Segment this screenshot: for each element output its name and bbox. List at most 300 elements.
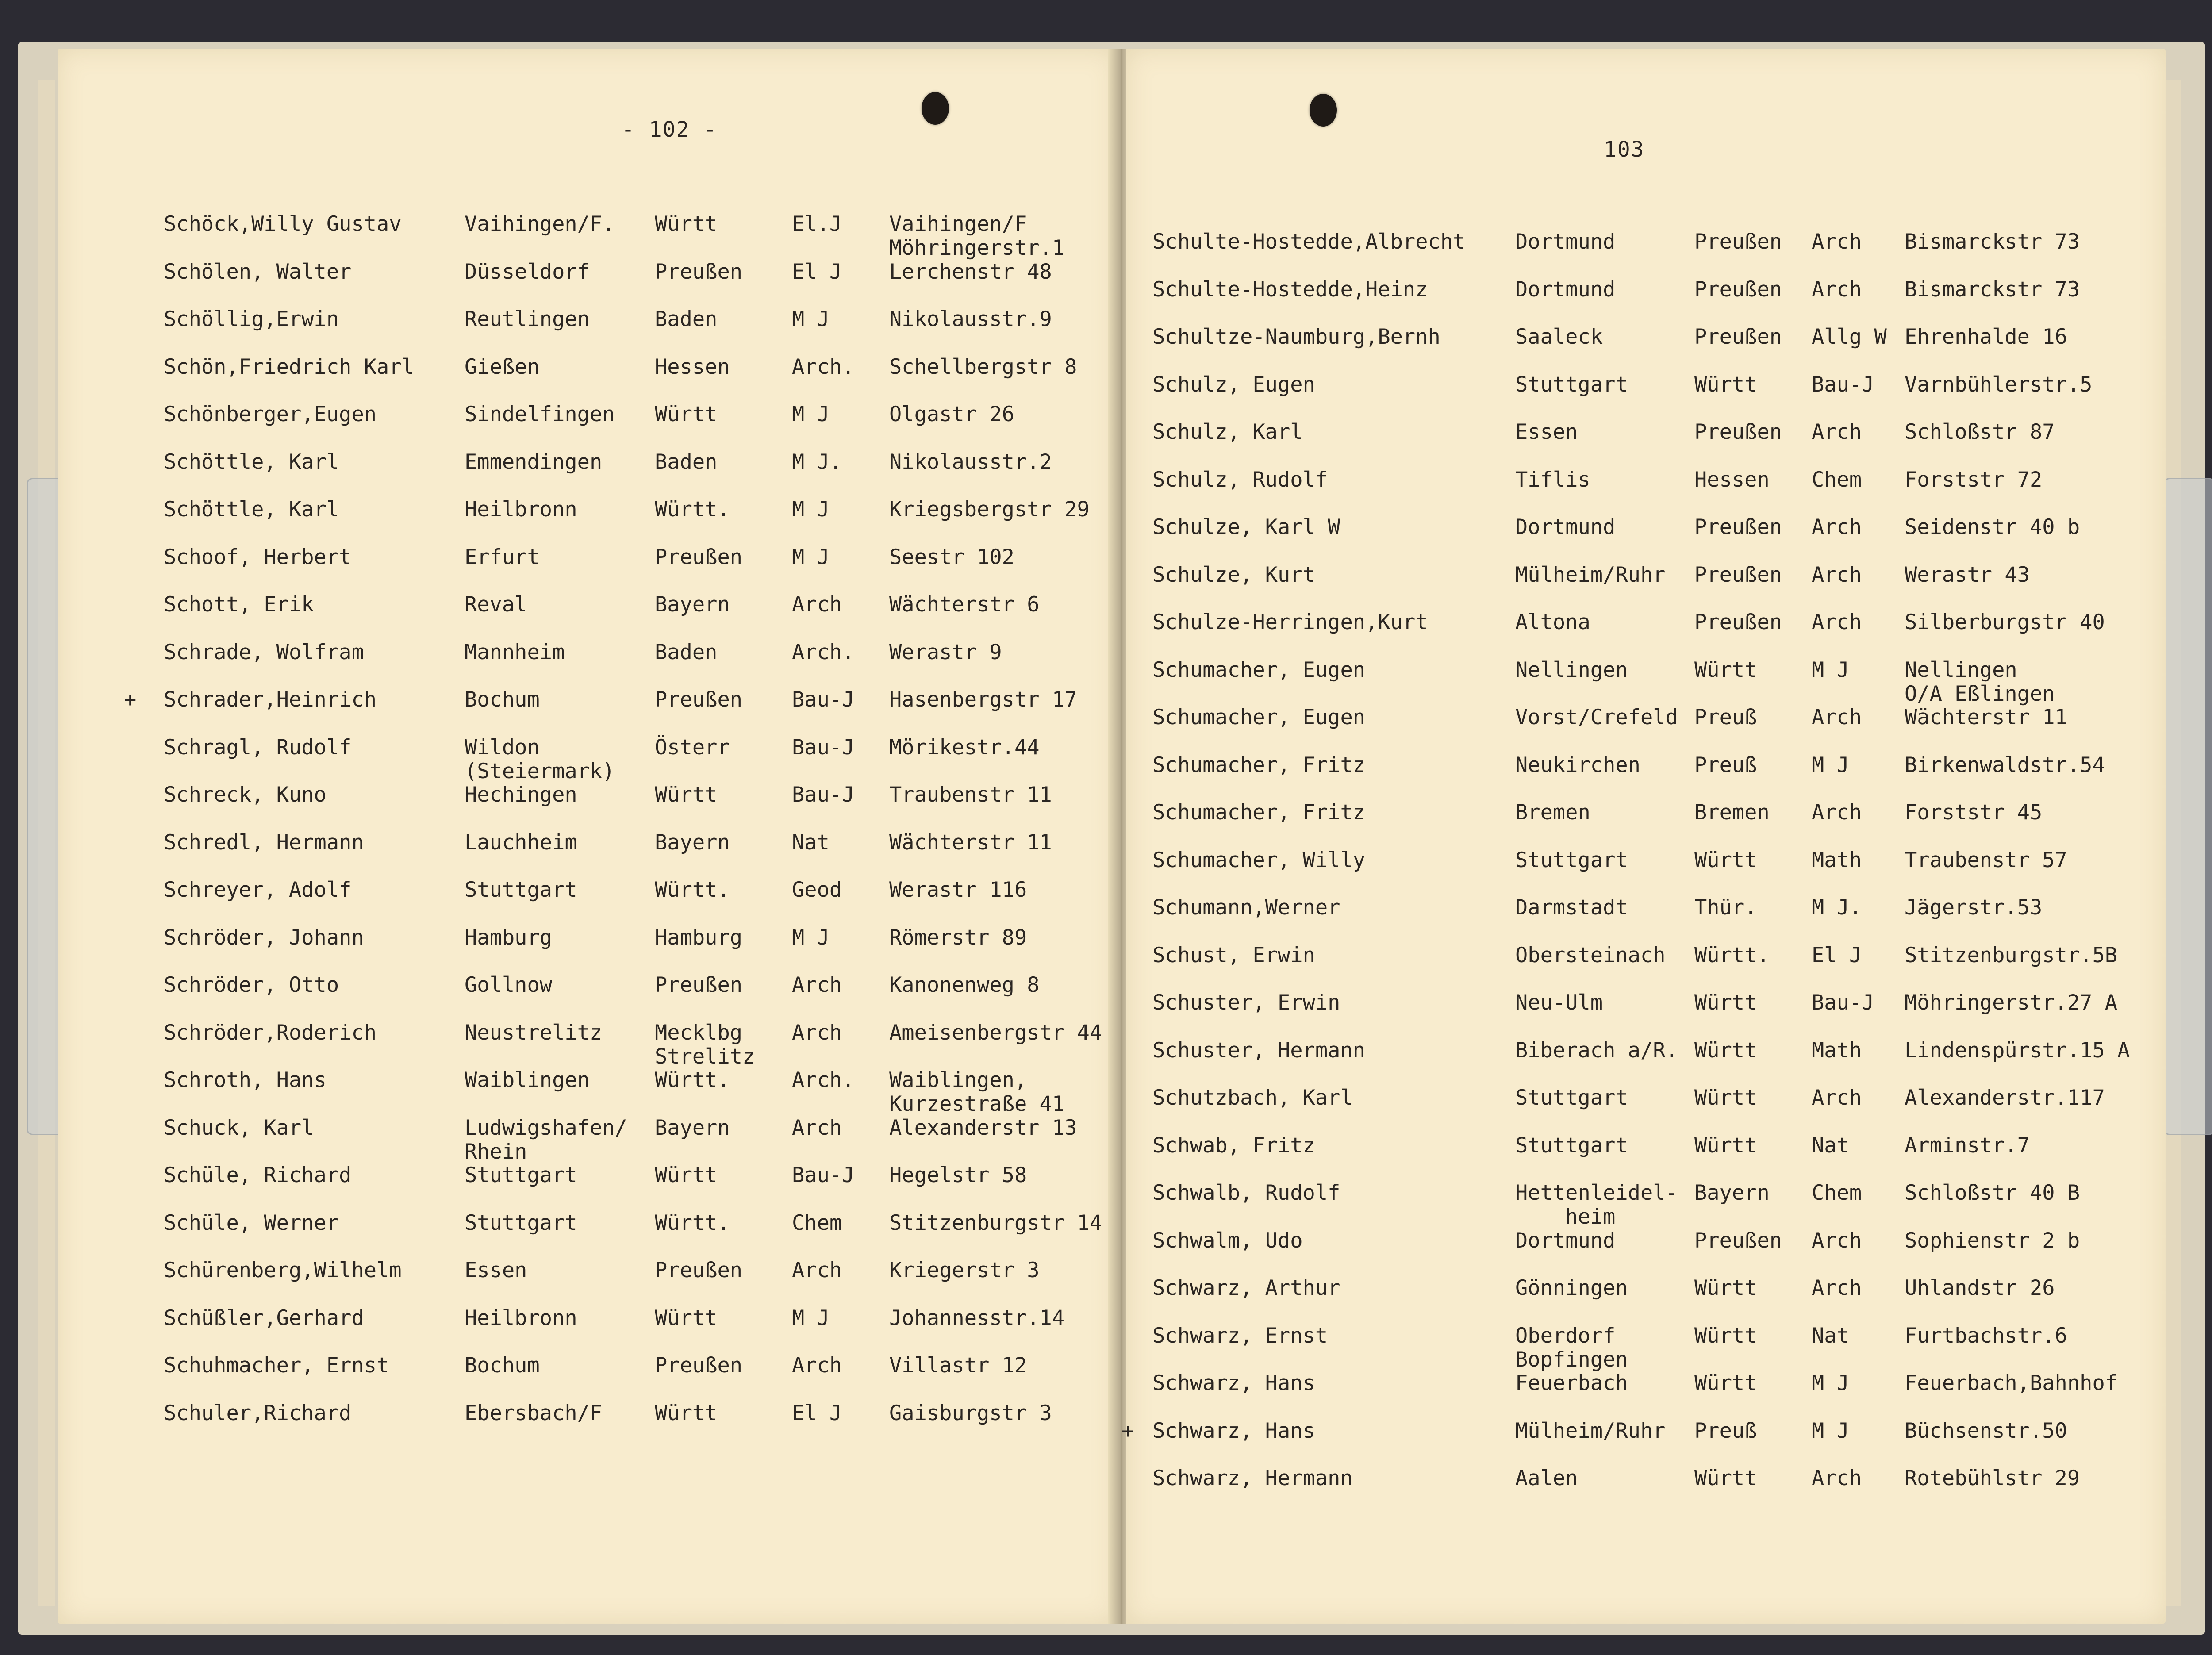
entry-field: Allg W (1812, 325, 1887, 349)
entry-name: Schredl, Hermann (164, 830, 364, 855)
entry-city: Erfurt (465, 545, 540, 569)
entry-field: Arch (1812, 230, 1862, 254)
entry-address: Werastr 43 (1905, 562, 2030, 587)
entry-address: Villastr 12 (889, 1353, 1027, 1378)
entry-field: Math (1812, 848, 1862, 872)
entry-city: Heilbronn (465, 497, 577, 522)
entry-name: Schumacher, Fritz (1152, 800, 1366, 825)
entry-address: Sophienstr 2 b (1905, 1228, 2080, 1253)
entry-city: Bochum (465, 687, 540, 712)
entry-state: Preußen (1694, 1228, 1782, 1253)
register-entry (58, 1211, 1117, 1264)
register-entry (58, 1306, 1117, 1359)
entry-name: Schulz, Karl (1152, 420, 1303, 444)
entry-name: Schüßler,Gerhard (164, 1306, 364, 1330)
entry-name: Schöttle, Karl (164, 497, 339, 522)
entry-field: M J (792, 497, 830, 522)
entry-state: Preußen (655, 973, 743, 997)
entry-name: Schulze-Herringen,Kurt (1152, 610, 1428, 634)
entry-mark: + (1121, 1418, 1134, 1443)
entry-address: Werastr 9 (889, 640, 1002, 664)
entry-name: Schöttle, Karl (164, 449, 339, 474)
entry-state: Preußen (655, 545, 743, 569)
entry-state: Preußen (1694, 230, 1782, 254)
entry-city: Aalen (1515, 1466, 1578, 1490)
entry-field: Arch (1812, 610, 1862, 634)
entry-city: Stuttgart (1515, 848, 1628, 872)
register-entry (1126, 1181, 2166, 1234)
entry-state: Württ. (655, 878, 730, 902)
entry-state: Preußen (1694, 325, 1782, 349)
entry-state: Preußen (1694, 515, 1782, 539)
entry-city: Lauchheim (465, 830, 577, 855)
entry-city: Gollnow (465, 973, 553, 997)
entry-state: Preußen (655, 687, 743, 712)
register-entry (58, 831, 1117, 884)
entry-city: Essen (1515, 420, 1578, 444)
register-entry (1126, 1086, 2166, 1139)
entry-field: M J (1812, 1371, 1849, 1395)
entry-city: Stuttgart (1515, 1133, 1628, 1158)
entry-name: Schuck, Karl (164, 1115, 314, 1140)
right-page (1121, 49, 2166, 1624)
left-page (58, 49, 1117, 1624)
entry-address: Schloßstr 87 (1905, 420, 2055, 444)
entry-name: Schüle, Werner (164, 1210, 339, 1235)
entry-address: Silberburgstr 40 (1905, 610, 2105, 634)
entry-name: Schön,Friedrich Karl (164, 354, 414, 379)
entry-address: Mörikestr.44 (889, 735, 1040, 760)
entry-city: Biberach a/R. (1515, 1038, 1678, 1063)
register-entry (1126, 325, 2166, 378)
entry-state: Thür. (1694, 895, 1757, 920)
entry-city: Vorst/Crefeld (1515, 705, 1678, 730)
entry-field: Arch (1812, 800, 1862, 825)
entry-address: Furtbachstr.6 (1905, 1323, 2067, 1348)
entry-state: Württ (655, 1306, 718, 1330)
entry-name: Schwarz, Ernst (1152, 1323, 1328, 1348)
entry-name: Schultze-Naumburg,Bernh (1152, 325, 1440, 349)
punch-hole-left (922, 92, 949, 125)
entry-name: Schuhmacher, Ernst (164, 1353, 389, 1378)
entry-city: Darmstadt (1515, 895, 1628, 920)
register-entry (58, 212, 1117, 265)
entry-field: Arch (1812, 1086, 1862, 1110)
entry-address: Johannesstr.14 (889, 1306, 1065, 1330)
entry-city: Sindelfingen (465, 402, 615, 426)
entry-name: Schwarz, Hans (1152, 1418, 1315, 1443)
register-entry (1126, 611, 2166, 664)
entry-address: Traubenstr 57 (1905, 848, 2067, 872)
entry-field: Arch. (792, 354, 855, 379)
entry-address: Kriegerstr 3 (889, 1258, 1040, 1283)
entry-state: Baden (655, 640, 718, 664)
entry-state: Württ. (655, 1068, 730, 1092)
entry-city: Dortmund (1515, 277, 1616, 302)
register-entry (1126, 515, 2166, 568)
register-entry (58, 355, 1117, 408)
entry-city: Mülheim/Ruhr (1515, 1418, 1666, 1443)
entry-name: Schulze, Karl W (1152, 515, 1340, 539)
entry-field: Arch (1812, 515, 1862, 539)
entry-state: Baden (655, 449, 718, 474)
entry-address: Schellbergstr 8 (889, 354, 1077, 379)
right-binder-tab (2163, 478, 2212, 1135)
entry-field: Arch (1812, 562, 1862, 587)
entry-address: Kriegsbergstr 29 (889, 497, 1090, 522)
entry-address: Nikolausstr.9 (889, 307, 1052, 331)
entry-name: Schuler,Richard (164, 1401, 352, 1425)
entry-state: Bayern (655, 830, 730, 855)
entry-address: Nellingen O/A Eßlingen (1905, 657, 2055, 706)
entry-address: Hegelstr 58 (889, 1163, 1027, 1187)
entry-name: Schragl, Rudolf (164, 735, 352, 760)
entry-address: Stitzenburgstr 14 (889, 1210, 1102, 1235)
entry-state: Württ (1694, 1133, 1757, 1158)
entry-state: Württ (1694, 1371, 1757, 1395)
entry-city: Bochum (465, 1353, 540, 1378)
entry-name: Schölen, Walter (164, 259, 352, 284)
entry-state: Württ (655, 783, 718, 807)
register-entry (58, 1068, 1117, 1121)
entry-city: Bremen (1515, 800, 1590, 825)
entry-field: Nat (792, 830, 830, 855)
entry-name: Schust, Erwin (1152, 943, 1315, 968)
entry-address: Olgastr 26 (889, 402, 1014, 426)
register-entry (1126, 1467, 2166, 1520)
entry-state: Preußen (655, 1353, 743, 1378)
register-entry (58, 973, 1117, 1026)
entry-city: Mülheim/Ruhr (1515, 562, 1666, 587)
entry-city: Vaihingen/F. (465, 212, 615, 236)
entry-address: Uhlandstr 26 (1905, 1276, 2055, 1300)
entry-state: Württ. (655, 497, 730, 522)
entry-address: Wächterstr 6 (889, 592, 1040, 617)
entry-state: Preuß (1694, 753, 1757, 777)
entry-address: Wächterstr 11 (1905, 705, 2067, 730)
entry-address: Schloßstr 40 B (1905, 1181, 2080, 1205)
entry-city: Gießen (465, 354, 540, 379)
register-entry (58, 783, 1117, 836)
entry-address: Ehrenhalde 16 (1905, 325, 2067, 349)
entry-name: Schutzbach, Karl (1152, 1086, 1353, 1110)
entry-city: Hechingen (465, 783, 577, 807)
entry-field: El.J (792, 212, 842, 236)
register-entry (1126, 1276, 2166, 1329)
entry-name: Schwalb, Rudolf (1152, 1181, 1340, 1205)
entry-state: Bayern (655, 1115, 730, 1140)
entry-city: Obersteinach (1515, 943, 1666, 968)
register-entry (58, 1163, 1117, 1217)
register-entry (58, 1354, 1117, 1407)
entry-address: Vaihingen/F Möhringerstr.1 (889, 212, 1065, 260)
entry-city: Düsseldorf (465, 259, 590, 284)
entry-address: Forststr 45 (1905, 800, 2043, 825)
entry-state: Württ (655, 402, 718, 426)
entry-field: Arch (1812, 1228, 1862, 1253)
entry-state: Hessen (1694, 467, 1770, 492)
entry-field: Bau-J (792, 735, 855, 760)
entry-name: Schönberger,Eugen (164, 402, 377, 426)
entry-field: M J (792, 307, 830, 331)
entry-field: Arch. (792, 1068, 855, 1092)
entry-state: Hamburg (655, 925, 743, 950)
entry-name: Schumacher, Eugen (1152, 657, 1366, 682)
entry-state: Württ (1694, 848, 1757, 872)
register-entry (58, 736, 1117, 789)
register-entry (1126, 753, 2166, 806)
register-entry (1126, 1039, 2166, 1092)
entry-address: Traubenstr 11 (889, 783, 1052, 807)
entry-state: Württ (1694, 372, 1757, 397)
entry-field: Geod (792, 878, 842, 902)
entry-field: Arch (792, 1115, 842, 1140)
entry-field: Arch (1812, 277, 1862, 302)
entry-field: Arch (792, 1258, 842, 1283)
entry-field: Nat (1812, 1323, 1849, 1348)
entry-state: Württ (655, 212, 718, 236)
entry-field: M J (1812, 753, 1849, 777)
entry-city: Hettenleidel- heim (1515, 1181, 1678, 1229)
entry-state: Preußen (655, 1258, 743, 1283)
entry-city: Essen (465, 1258, 527, 1283)
entry-field: M J (1812, 657, 1849, 682)
entry-address: Seestr 102 (889, 545, 1014, 569)
entry-name: Schwarz, Arthur (1152, 1276, 1340, 1300)
entry-address: Kanonenweg 8 (889, 973, 1040, 997)
register-entry (58, 1259, 1117, 1312)
entry-name: Schulz, Rudolf (1152, 467, 1328, 492)
entry-state: Hessen (655, 354, 730, 379)
entry-city: Mannheim (465, 640, 565, 664)
register-entry (1126, 1229, 2166, 1282)
entry-address: Bismarckstr 73 (1905, 230, 2080, 254)
register-entry (1126, 230, 2166, 283)
entry-state: Württ (1694, 1276, 1757, 1300)
entry-name: Schuster, Hermann (1152, 1038, 1366, 1063)
entry-address: Nikolausstr.2 (889, 449, 1052, 474)
entry-state: Württ (1694, 1323, 1757, 1348)
register-entry (58, 260, 1117, 313)
entry-field: Chem (792, 1210, 842, 1235)
register-entry (1126, 706, 2166, 759)
entry-field: El J (792, 259, 842, 284)
register-entry (58, 545, 1117, 599)
register-entry (58, 1116, 1117, 1169)
entry-city: Altona (1515, 610, 1590, 634)
entry-name: Schumacher, Fritz (1152, 753, 1366, 777)
entry-name: Schreyer, Adolf (164, 878, 352, 902)
entry-field: Nat (1812, 1133, 1849, 1158)
entry-name: Schrade, Wolfram (164, 640, 364, 664)
entry-state: Bremen (1694, 800, 1770, 825)
register-entry (58, 878, 1117, 931)
entry-city: Stuttgart (1515, 372, 1628, 397)
entry-state: Württ (1694, 1038, 1757, 1063)
entry-mark: + (124, 687, 137, 712)
entry-city: Gönningen (1515, 1276, 1628, 1300)
register-entry (58, 1021, 1117, 1074)
entry-state: Württ (1694, 991, 1757, 1015)
entry-city: Dortmund (1515, 1228, 1616, 1253)
entry-state: Preußen (1694, 562, 1782, 587)
entry-city: Stuttgart (465, 1210, 577, 1235)
entry-field: Math (1812, 1038, 1862, 1063)
register-entry (58, 307, 1117, 361)
entry-address: Alexanderstr.117 (1905, 1086, 2105, 1110)
entry-state: Preußen (1694, 610, 1782, 634)
entry-city: Saaleck (1515, 325, 1603, 349)
entry-name: Schroth, Hans (164, 1068, 326, 1092)
entry-address: Jägerstr.53 (1905, 895, 2043, 920)
register-entry (1126, 801, 2166, 854)
entry-name: Schumacher, Eugen (1152, 705, 1366, 730)
entry-field: M J. (1812, 895, 1862, 920)
page-number-left: - 102 - (622, 117, 718, 142)
register-entry (1126, 896, 2166, 949)
entry-field: M J (792, 402, 830, 426)
entry-city: Reval (465, 592, 527, 617)
entry-state: Preuß (1694, 1418, 1757, 1443)
entry-name: Schöllig,Erwin (164, 307, 339, 331)
entry-name: Schulz, Eugen (1152, 372, 1315, 397)
entry-field: El J (1812, 943, 1862, 968)
entry-name: Schrader,Heinrich (164, 687, 377, 712)
entry-address: Römerstr 89 (889, 925, 1027, 950)
entry-state: Württ (1694, 1086, 1757, 1110)
entry-city: Reutlingen (465, 307, 590, 331)
entry-state: Baden (655, 307, 718, 331)
entry-city: Heilbronn (465, 1306, 577, 1330)
entry-name: Schwalm, Udo (1152, 1228, 1303, 1253)
entry-address: Seidenstr 40 b (1905, 515, 2080, 539)
entry-address: Forststr 72 (1905, 467, 2043, 492)
entry-city: Wildon (Steiermark) (465, 735, 615, 783)
entry-city: Oberdorf Bopfingen (1515, 1323, 1628, 1372)
entry-city: Feuerbach (1515, 1371, 1628, 1395)
entry-address: Waiblingen, Kurzestraße 41 (889, 1068, 1065, 1116)
entry-field: Arch (792, 973, 842, 997)
entry-state: Württ (655, 1401, 718, 1425)
entry-address: Stitzenburgstr.5B (1905, 943, 2118, 968)
entry-city: Neustrelitz (465, 1020, 603, 1045)
entry-state: Bayern (655, 592, 730, 617)
entry-city: Stuttgart (1515, 1086, 1628, 1110)
entry-city: Ebersbach/F (465, 1401, 603, 1425)
entry-address: Lindenspürstr.15 A (1905, 1038, 2130, 1063)
entry-address: Möhringerstr.27 A (1905, 991, 2118, 1015)
entry-name: Schröder,Roderich (164, 1020, 377, 1045)
entry-name: Schreck, Kuno (164, 783, 326, 807)
entry-field: M J (792, 545, 830, 569)
entry-state: Württ. (1694, 943, 1770, 968)
register-entry (58, 450, 1117, 503)
entry-field: Arch (1812, 420, 1862, 444)
entry-state: Württ (1694, 657, 1757, 682)
entry-field: M J (1812, 1418, 1849, 1443)
entry-field: Bau-J (792, 1163, 855, 1187)
entry-name: Schürenberg,Wilhelm (164, 1258, 402, 1283)
entry-field: Chem (1812, 467, 1862, 492)
entry-field: Arch (1812, 1276, 1862, 1300)
entry-field: Chem (1812, 1181, 1862, 1205)
entry-address: Hasenbergstr 17 (889, 687, 1077, 712)
register-entry (58, 403, 1117, 456)
entry-city: Neukirchen (1515, 753, 1640, 777)
entry-address: Alexanderstr 13 (889, 1115, 1077, 1140)
entry-address: Ameisenbergstr 44 (889, 1020, 1102, 1045)
entry-field: Arch (792, 592, 842, 617)
entry-field: M J (792, 925, 830, 950)
register-entry (1126, 468, 2166, 521)
entry-name: Schwarz, Hans (1152, 1371, 1315, 1395)
entry-city: Waiblingen (465, 1068, 590, 1092)
entry-address: Büchsenstr.50 (1905, 1418, 2067, 1443)
entry-address: Gaisburgstr 3 (889, 1401, 1052, 1425)
entry-city: Nellingen (1515, 657, 1628, 682)
entry-field: Arch (792, 1020, 842, 1045)
entry-address: Arminstr.7 (1905, 1133, 2030, 1158)
entry-field: Arch (792, 1353, 842, 1378)
entry-state: Württ. (655, 1210, 730, 1235)
entry-address: Varnbühlerstr.5 (1905, 372, 2093, 397)
register-entry (1126, 658, 2166, 711)
entry-city: Dortmund (1515, 230, 1616, 254)
entry-field: M J. (792, 449, 842, 474)
entry-state: Preuß (1694, 705, 1757, 730)
register-entry (1121, 1418, 2166, 1472)
entry-field: El J (792, 1401, 842, 1425)
entry-field: M J (792, 1306, 830, 1330)
register-entry (58, 641, 1117, 694)
entry-field: Bau-J (792, 687, 855, 712)
register-entry (58, 926, 1117, 979)
entry-name: Schulte-Hostedde,Albrecht (1152, 230, 1466, 254)
entry-address: Rotebühlstr 29 (1905, 1466, 2080, 1490)
entry-field: Arch (1812, 1466, 1862, 1490)
register-entry (1126, 420, 2166, 473)
entry-city: Stuttgart (465, 878, 577, 902)
page-number-right: 103 (1604, 137, 1645, 162)
entry-name: Schuster, Erwin (1152, 991, 1340, 1015)
register-entry (1126, 849, 2166, 902)
entry-state: Preußen (655, 259, 743, 284)
entry-address: Bismarckstr 73 (1905, 277, 2080, 302)
register-entry (58, 498, 1117, 551)
entry-address: Lerchenstr 48 (889, 259, 1052, 284)
entry-name: Schröder, Johann (164, 925, 364, 950)
entry-state: Württ (655, 1163, 718, 1187)
entry-city: Stuttgart (465, 1163, 577, 1187)
entry-field: Arch. (792, 640, 855, 664)
entry-state: Württ (1694, 1466, 1757, 1490)
entry-name: Schulte-Hostedde,Heinz (1152, 277, 1428, 302)
register-entry (1126, 944, 2166, 997)
entry-field: Bau-J (1812, 372, 1874, 397)
entry-name: Schumann,Werner (1152, 895, 1340, 920)
entry-city: Neu-Ulm (1515, 991, 1603, 1015)
entry-state: Österr (655, 735, 730, 760)
register-entry (1126, 563, 2166, 616)
register-entry (1126, 278, 2166, 331)
register-entry (1126, 1371, 2166, 1425)
entry-name: Schoof, Herbert (164, 545, 352, 569)
entry-name: Schöck,Willy Gustav (164, 212, 402, 236)
entry-field: Arch (1812, 705, 1862, 730)
entry-address: Wächterstr 11 (889, 830, 1052, 855)
entry-name: Schwarz, Hermann (1152, 1466, 1353, 1490)
entry-field: Bau-J (792, 783, 855, 807)
